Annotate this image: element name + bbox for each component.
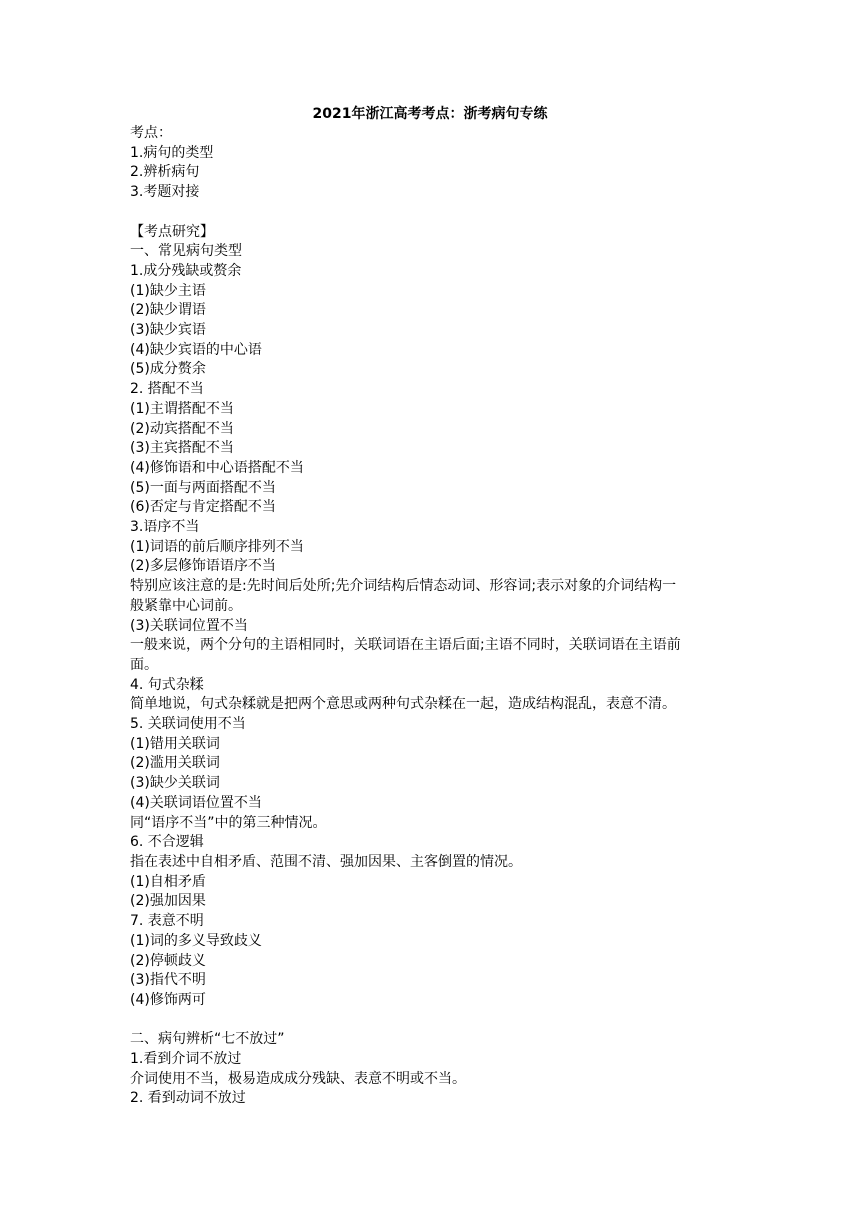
text-line: (4)关联词语位置不当 — [130, 794, 262, 811]
text-line: 一般来说，两个分句的主语相同时，关联词语在主语后面;主语不同时，关联词语在主语前 — [130, 637, 681, 654]
text-line: 简单地说，句式杂糅就是把两个意思或两种句式杂糅在一起，造成结构混乱，表意不清。 — [130, 696, 676, 713]
text-line: (5)成分赘余 — [130, 361, 206, 378]
text-line: 2. 看到动词不放过 — [130, 1090, 246, 1107]
text-line: 2.辨析病句 — [130, 164, 200, 181]
text-line: (1)词语的前后顺序排列不当 — [130, 538, 304, 555]
text-line: (3)缺少关联词 — [130, 775, 220, 792]
text-line: (3)缺少宾语 — [130, 322, 206, 339]
text-line: 二、病句辨析“七不放过” — [130, 1031, 285, 1048]
text-line: (2)多层修饰语语序不当 — [130, 558, 276, 575]
text-line: 3.考题对接 — [130, 184, 200, 201]
text-line: 7. 表意不明 — [130, 913, 204, 930]
text-line: (2)缺少谓语 — [130, 302, 206, 319]
text-line: (4)修饰两可 — [130, 991, 206, 1008]
blank-line — [130, 203, 732, 223]
text-line: 4. 句式杂糅 — [130, 676, 204, 693]
text-line: (2)滥用关联词 — [130, 755, 220, 772]
text-line: (2)动宾搭配不当 — [130, 420, 234, 437]
text-line: 特别应该注意的是:先时间后处所;先介词结构后情态动词、形容词;表示对象的介词结构一 — [130, 578, 677, 595]
text-line: (2)强加因果 — [130, 893, 206, 910]
text-line: (4)修饰语和中心语搭配不当 — [130, 459, 304, 476]
text-line: 指在表述中自相矛盾、范围不清、强加因果、主客倒置的情况。 — [130, 854, 522, 870]
text-line: (1)自相矛盾 — [130, 873, 206, 890]
text-line: (1)主谓搭配不当 — [130, 400, 234, 417]
text-line: (6)否定与肯定搭配不当 — [130, 499, 276, 516]
text-line: 【考点研究】 — [130, 223, 214, 240]
text-line: 2. 搭配不当 — [130, 381, 204, 398]
document-body — [130, 124, 732, 1109]
text-line: (5)一面与两面搭配不当 — [130, 479, 276, 496]
text-line: 考点： — [130, 125, 172, 141]
text-line: 同“语序不当”中的第三种情况。 — [130, 814, 327, 831]
text-line: (1)词的多义导致歧义 — [130, 932, 262, 949]
text-line: 一、常见病句类型 — [130, 243, 242, 260]
text-line: (3)主宾搭配不当 — [130, 440, 234, 457]
document-title: 2021年浙江高考考点：浙考病句专练 — [312, 106, 548, 122]
text-line: (2)停顿歧义 — [130, 952, 206, 969]
text-line: 般紧靠中心词前。 — [130, 597, 242, 614]
text-line: (4)缺少宾语的中心语 — [130, 341, 262, 358]
text-line: 1.成分残缺或赘余 — [130, 262, 242, 279]
text-line: 面。 — [130, 656, 158, 673]
text-line: 介词使用不当，极易造成成分残缺、表意不明或不当。 — [130, 1070, 466, 1087]
text-line: 1.看到介词不放过 — [130, 1051, 242, 1068]
text-line: 3.语序不当 — [130, 519, 200, 536]
text-line: (1)缺少主语 — [130, 282, 206, 299]
text-line: 5. 关联词使用不当 — [130, 716, 246, 733]
text-line: (1)错用关联词 — [130, 735, 220, 752]
text-line: (3)指代不明 — [130, 972, 206, 989]
text-line: (3)关联词位置不当 — [130, 617, 248, 634]
text-line: 1.病句的类型 — [130, 144, 214, 161]
blank-line — [130, 1011, 732, 1031]
text-line: 6. 不合逻辑 — [130, 834, 204, 851]
